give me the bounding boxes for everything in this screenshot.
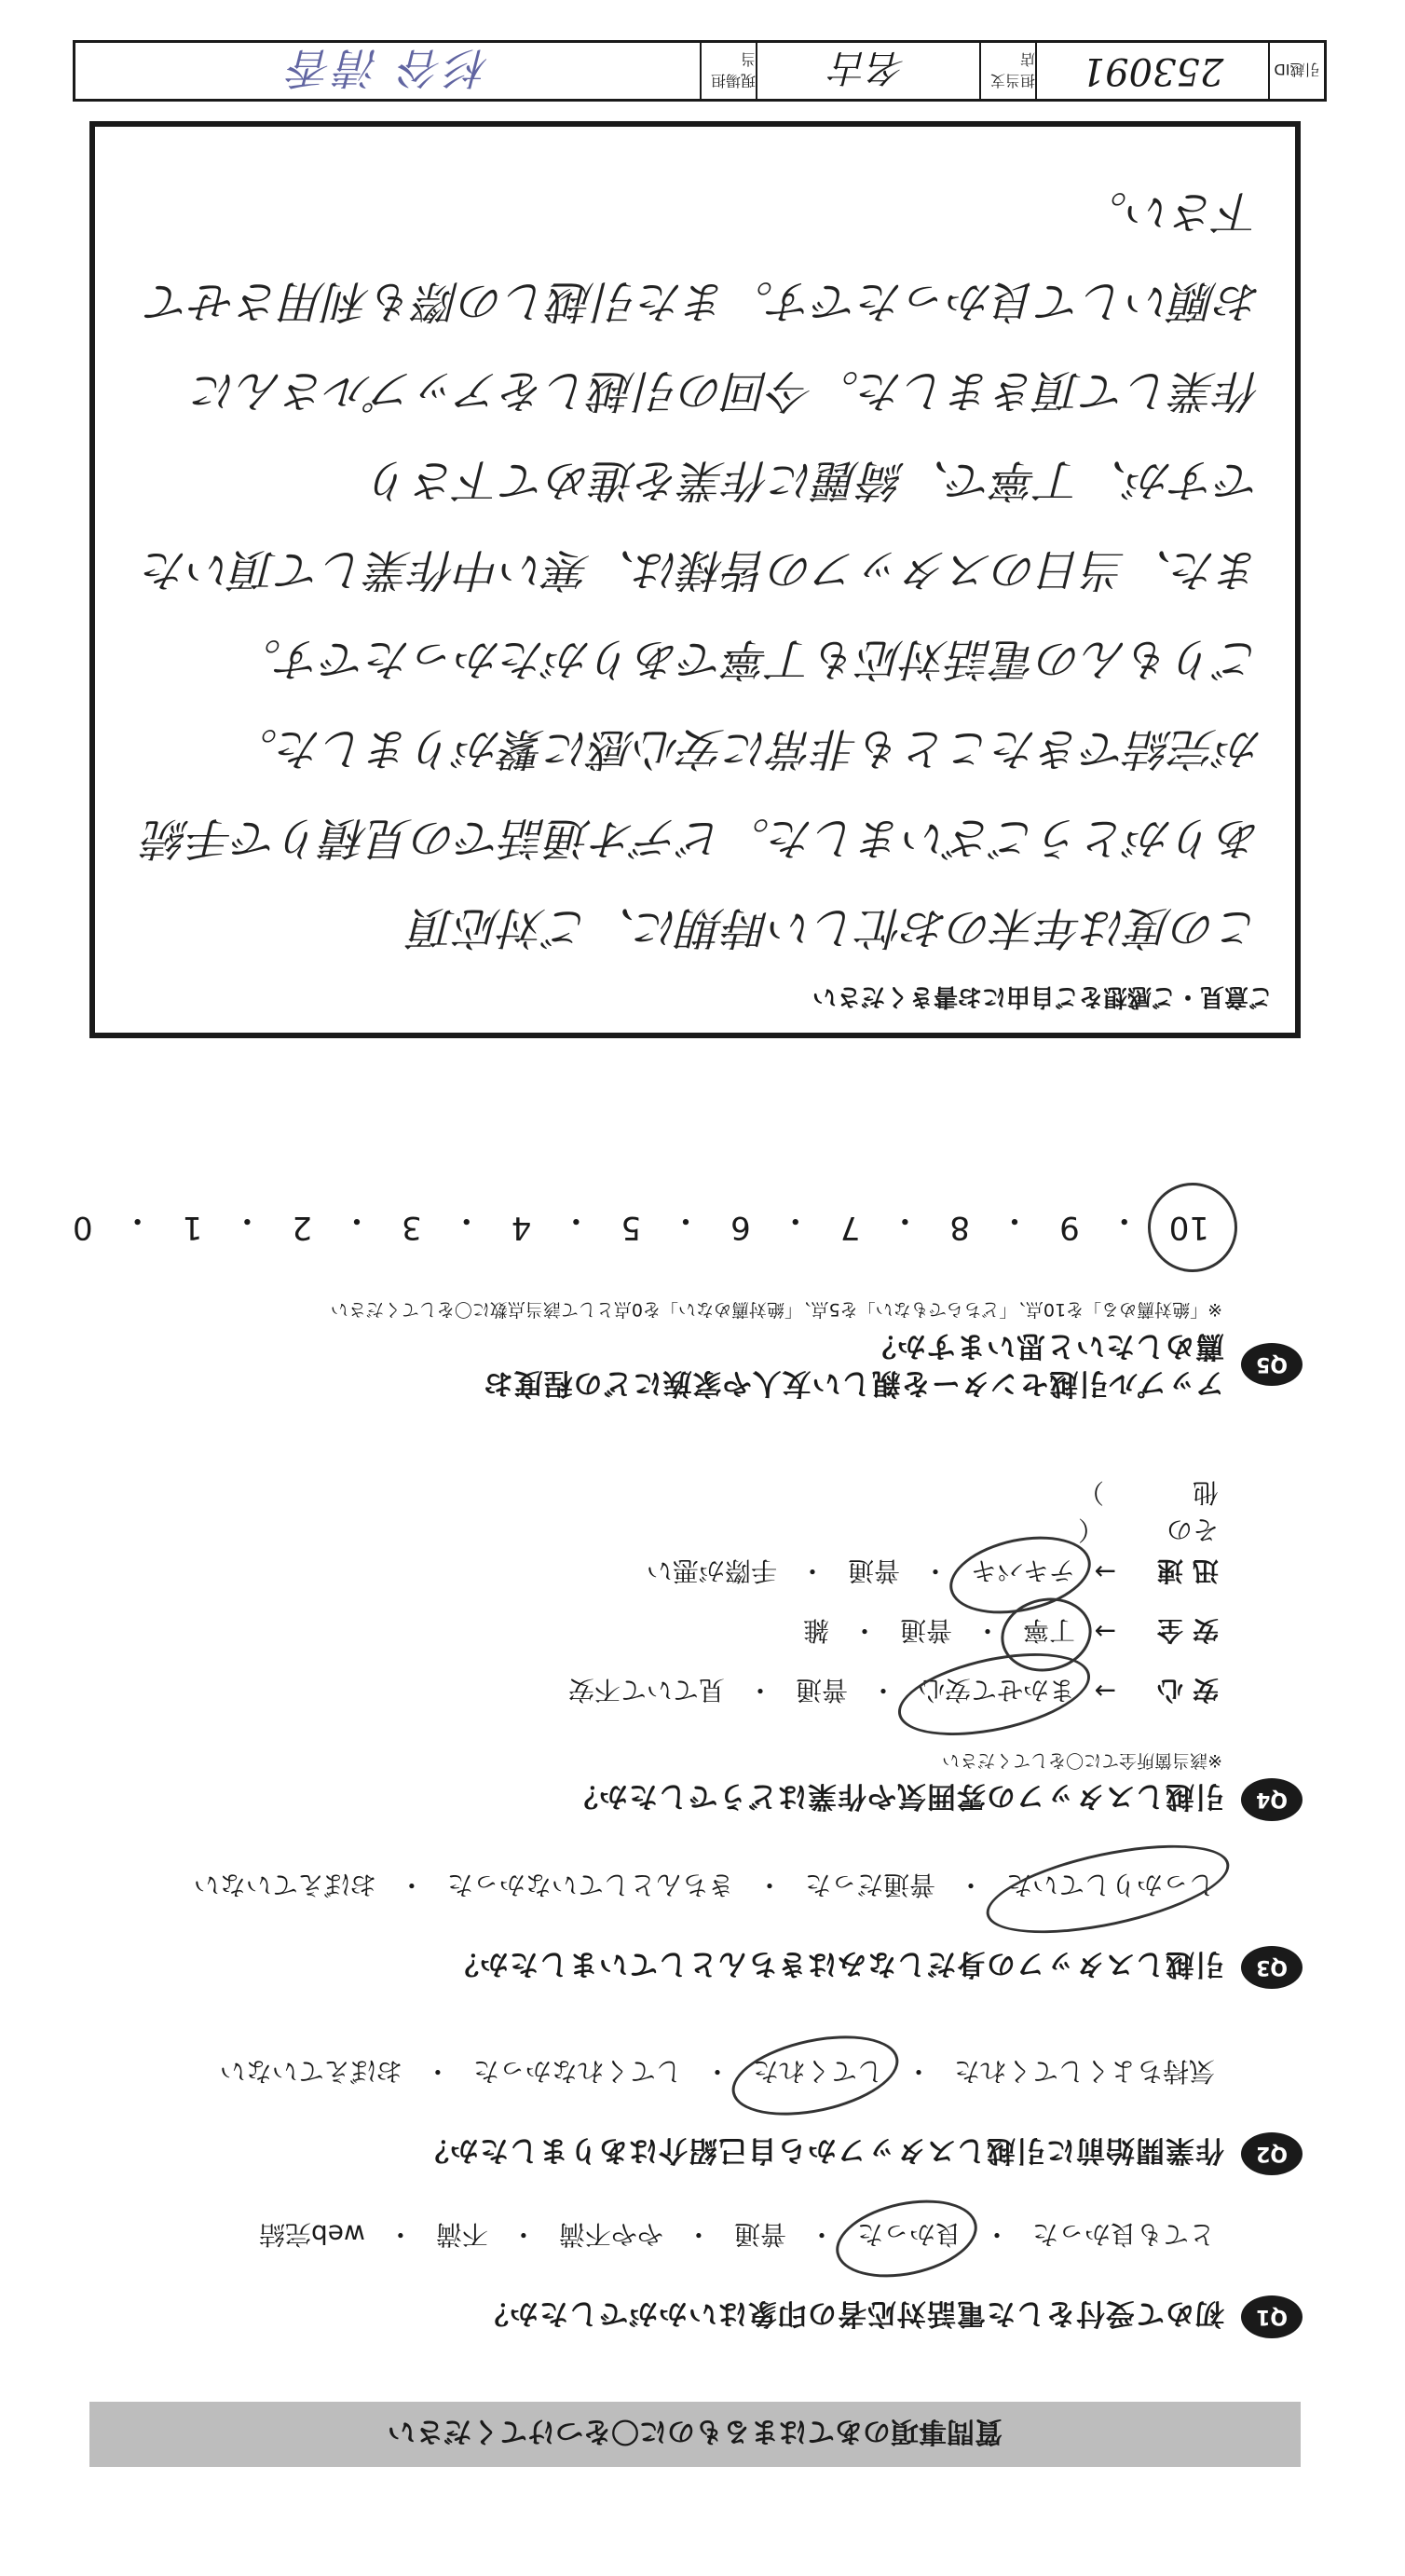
q5-text: アップル引越センターを親しい友人や家族にどの程度お薦めしたいと思いますか？: [483, 1329, 1224, 1400]
branch-value: 名古: [756, 43, 979, 99]
q2-option[interactable]: 気持ちよくしてくれた: [953, 2056, 1215, 2087]
q1-option[interactable]: web完結: [258, 2219, 365, 2250]
q1-option[interactable]: 不満: [435, 2219, 488, 2250]
q2-option-selected[interactable]: してくれた: [749, 2054, 887, 2091]
q3-text: 引越しスタッフの身だしなみはきちんとしていましたか？: [449, 1947, 1224, 1981]
question-3: [73, 1868, 1303, 1989]
q4-row-jinsoku: 迅速 → テキパキ ・ 普通 ・ 手際が悪い: [73, 1542, 1219, 1602]
q1-badge: Q1: [1241, 2295, 1303, 2338]
comment-line: また、当日のスタッフの皆様は、寒い中作業して頂いた: [143, 543, 1262, 596]
comment-line: ありがとうございました。ビデオ通話での見積りで手続: [143, 812, 1262, 864]
q5-score[interactable]: 7: [839, 1209, 861, 1246]
q4-row-label: 安全: [1147, 1615, 1219, 1646]
q1-option[interactable]: とても良かった: [1031, 2219, 1215, 2250]
q2-badge: Q2: [1241, 2132, 1303, 2175]
q5-badge: Q5: [1241, 1343, 1303, 1386]
move-id-label: 引越ID: [1268, 43, 1324, 99]
q4-option[interactable]: 普通: [847, 1555, 900, 1586]
q5-score[interactable]: 5: [621, 1209, 642, 1246]
header-info-strip: [73, 40, 1327, 102]
q5-score[interactable]: 2: [292, 1209, 312, 1246]
q5-score[interactable]: 0: [73, 1209, 93, 1246]
comment-line: この度は年末のお忙しい時期に、ご対応頂: [411, 901, 1262, 953]
q2-option[interactable]: してくれなかった: [472, 2056, 682, 2087]
comment-line: ごりもんの電話対応も丁寧でありがたかったです。: [236, 633, 1262, 685]
q2-options: 気持ちよくしてくれた ・ してくれた ・ してくれなかった ・ おぼえていない: [73, 2054, 1219, 2091]
q5-score[interactable]: 3: [402, 1209, 422, 1246]
q5-score[interactable]: 4: [511, 1209, 532, 1246]
staff-label: 現場担当: [700, 43, 756, 99]
q3-options: しっかりしていた ・ 普通だった ・ きちんとしていなかった ・ おぼえていない: [73, 1868, 1219, 1905]
q4-row-anzen: 安全 → 丁寧 ・ 普通 ・ 雑: [73, 1602, 1219, 1662]
question-1: [73, 2217, 1303, 2338]
move-id-value: 253091: [1035, 43, 1268, 99]
comment-line: が完結できたことも非常に安心感に繋がりました。: [232, 722, 1262, 774]
q5-score[interactable]: 8: [949, 1209, 971, 1246]
q5-score[interactable]: 9: [1059, 1209, 1080, 1246]
q3-option-selected[interactable]: しっかりしていた: [1003, 1868, 1219, 1905]
q5-score-selected[interactable]: 10: [1169, 1200, 1209, 1246]
staff-signature: 杉谷 清香: [285, 43, 490, 93]
q4-option-selected[interactable]: 丁寧: [1019, 1613, 1079, 1651]
comment-handwriting: [95, 167, 1295, 972]
q4-row-anshin: 安心 → まかせて安心 ・ 普通 ・ 見ていて不安: [73, 1662, 1219, 1721]
comment-title: ご意見・ご感想をご自由にお書きください: [812, 982, 1273, 1010]
q1-options: とても良かった ・ 良かった ・ 普通 ・ やや不満 ・ 不満 ・ web完結: [73, 2217, 1219, 2254]
q4-option-selected[interactable]: まかせて安心: [915, 1673, 1079, 1710]
q3-option[interactable]: おぼえていない: [193, 1870, 376, 1900]
comment-line: ですが、丁寧で、綺麗に作業を進めて下さり: [367, 454, 1262, 506]
q4-option[interactable]: 手際が悪い: [646, 1555, 777, 1586]
q5-scale: 10 ・ 9 ・ 8 ・ 7 ・ 6 ・ 5 ・ 4 ・ 3 ・ 2 ・ 1 ・ 0: [73, 1201, 1209, 1246]
q4-other-label: その他: [1166, 1477, 1219, 1545]
q3-option[interactable]: きちんとしていなかった: [446, 1870, 734, 1900]
q4-note: ※該当箇所全てに〇をしてください: [942, 1750, 1222, 1771]
q5-note: ※「絶対薦める」を10点、「どちらでもない」を5点、「絶対薦めない」を0点として該当点数に〇をしてください: [330, 1299, 1222, 1320]
q4-badge: Q4: [1241, 1778, 1303, 1821]
question-5: [73, 1200, 1303, 1402]
branch-label: 担当支店: [979, 43, 1035, 99]
q2-option[interactable]: おぼえていない: [219, 2056, 402, 2087]
q5-score[interactable]: 1: [182, 1209, 203, 1246]
q1-option-selected[interactable]: 良かった: [853, 2217, 965, 2254]
question-2: [73, 2054, 1303, 2175]
q4-option-selected[interactable]: テキパキ: [967, 1554, 1079, 1591]
q3-option[interactable]: 普通だった: [804, 1870, 935, 1900]
q4-row-other: [73, 1477, 1219, 1545]
q1-text: 初めて受付をした電話対応者の印象はいかがでしたか？: [479, 2296, 1224, 2331]
q5-score[interactable]: 6: [730, 1209, 751, 1246]
q1-option[interactable]: 普通: [733, 2219, 786, 2250]
comment-line: 作業して頂きました。今回の引越しをアップルさんに: [193, 364, 1262, 417]
q4-option[interactable]: 普通: [899, 1615, 952, 1646]
q4-row-label: 安心: [1147, 1675, 1219, 1706]
q3-badge: Q3: [1241, 1946, 1303, 1989]
q4-text: 引越しスタッフの雰囲気や作業はどうでしたか？: [568, 1779, 1224, 1814]
q4-option[interactable]: 見ていて不安: [567, 1675, 725, 1706]
q4-option[interactable]: 雑: [802, 1615, 829, 1646]
question-4: [73, 1477, 1303, 1821]
q4-option[interactable]: 普通: [795, 1675, 848, 1706]
q2-text: 作業開始前に引越しスタッフから自己紹介はありましたか？: [419, 2133, 1224, 2168]
q4-row-label: 迅速: [1147, 1555, 1219, 1586]
q4-other-field[interactable]: （）: [1077, 1477, 1104, 1545]
survey-instruction-band: 質問事項のあてはまるものに〇をつけてください: [89, 2402, 1301, 2467]
comment-line: お願いして良かったです。また引越しの際も利用させて下さい。: [146, 185, 1262, 327]
comment-box[interactable]: [89, 121, 1301, 1038]
q1-option[interactable]: やや不満: [558, 2219, 663, 2250]
